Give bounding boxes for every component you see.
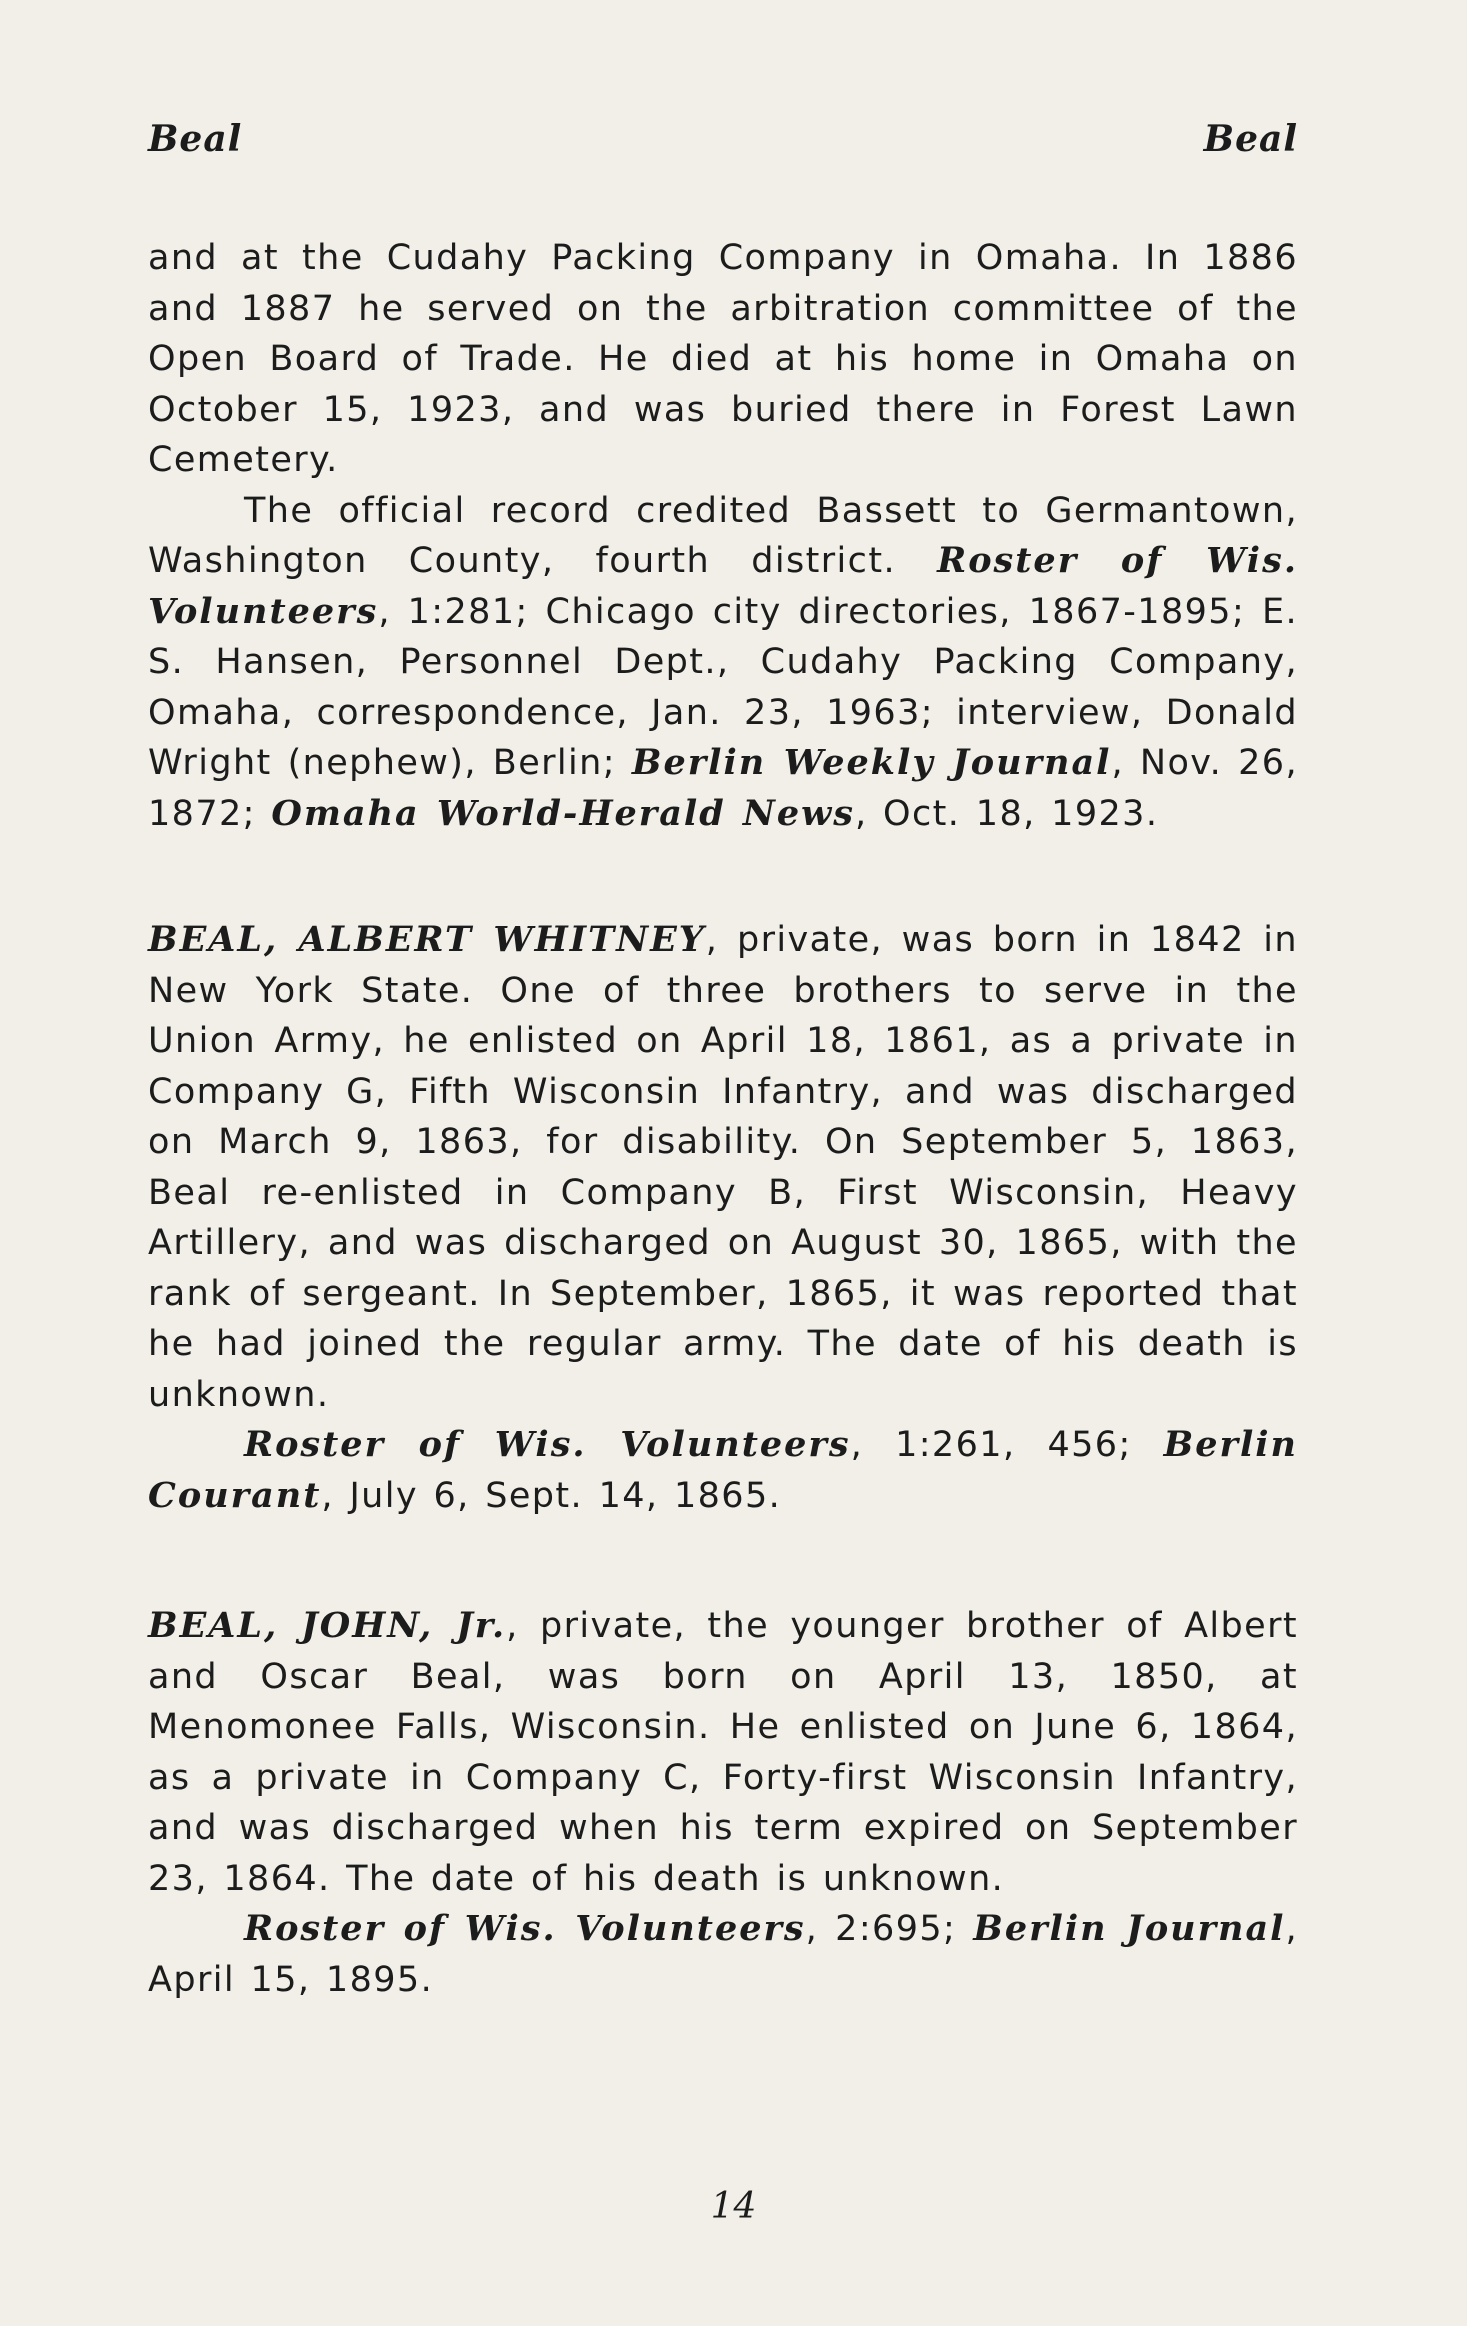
entry-name: BEAL, JOHN, Jr.	[148, 1605, 507, 1646]
entry-bio: BEAL, ALBERT WHITNEY, private, was born in 1842 in New York State. One of three brothers to serve in the Union Army, he enlisted on April 18, 1861, as a private in Company G, Fifth Wisconsin Infantry, and was discharged on March 9, 1863, for disability. On September 5, 1863, Beal re-enlisted in Company B, First Wisconsin, Heavy Artillery, and was discharged on August 30, 1865, with the rank of sergeant. In September, 1865, it was reported that he had joined the regular army. The date of his death is unknown.	[148, 919, 1298, 1415]
continuation-sources: The official record credited Bassett to Germantown, Washington County, fourth district. Roster of Wis. Volunteers, 1:281; Chicago city directories, 1867-1895; E. S. Hansen, Personnel Dept., Cudahy Packing Company, Omaha, correspondence, Jan. 23, 1963; interview, Donald Wright (nephew), Berlin; Berlin Weekly Journal, Nov. 26, 1872; Omaha World-Herald News, Oct. 18, 1923.	[148, 490, 1298, 834]
entry-name: BEAL, ALBERT WHITNEY	[148, 919, 706, 960]
source-citation: Berlin Weekly Journal	[631, 742, 1112, 783]
running-header	[148, 118, 1298, 170]
page-number: 14	[710, 2186, 757, 2227]
continuation-paragraph: and at the Cudahy Packing Company in Omaha. In 1886 and 1887 he served on the arbitration committee of the Open Board of Trade. He died at his home in Omaha on October 15, 1923, and was buried there in Forest Lawn Cemetery.	[148, 238, 1298, 480]
header-right: Beal	[1203, 118, 1298, 160]
entry-bio: BEAL, JOHN, Jr., private, the younger brother of Albert and Oscar Beal, was born on April 13, 1850, at Menomonee Falls, Wisconsin. He enlisted on June 6, 1864, as a private in Company C, Forty-first Wisconsin Infantry, and was discharged when his term expired on September 23, 1864. The date of his death is unknown.	[148, 1605, 1299, 1899]
entry-john-beal-jr	[148, 1601, 1298, 2005]
source-citation: Roster of Wis. Volunteers	[244, 1908, 806, 1949]
source-citation: Berlin Journal	[973, 1908, 1286, 1949]
source-citation: Roster of Wis. Volunteers	[148, 540, 1298, 632]
page	[148, 118, 1298, 2005]
source-citation: Roster of Wis. Volunteers	[244, 1424, 851, 1465]
source-citation: Berlin Courant	[148, 1424, 1298, 1516]
header-left: Beal	[148, 118, 243, 160]
source-citation: Omaha World-Herald News	[271, 792, 855, 834]
body-text	[148, 233, 1298, 2005]
entry-sources: Roster of Wis. Volunteers, 2:695; Berlin Journal, April 15, 1895.	[148, 1908, 1299, 2000]
entry-sources: Roster of Wis. Volunteers, 1:261, 456; Berlin Courant, July 6, Sept. 14, 1865.	[148, 1424, 1298, 1516]
entry-albert-whitney-beal	[148, 915, 1298, 1521]
